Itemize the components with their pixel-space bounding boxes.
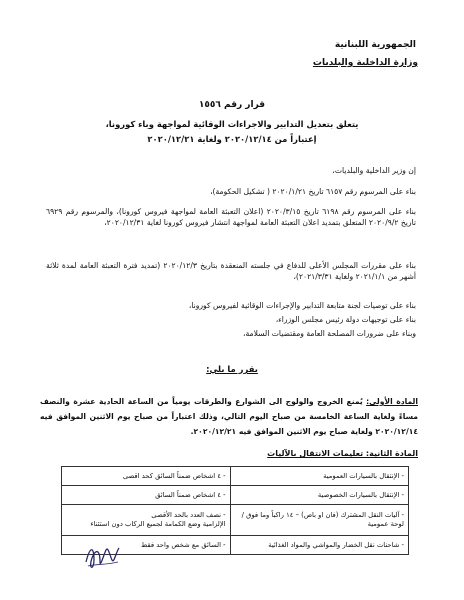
preamble-clause: بناء على توصيات لجنة متابعة التدابير والإجراءات الوقائية لفيروس كورونا، <box>188 301 416 310</box>
ministry-name: وزارة الداخلية والبلديات <box>312 58 418 68</box>
preamble-clause: بناء على المرسوم رقم ٦١٩٨ تاريخ ٢٠٢٠/٣/١٥ (اعلان التعبئة العامة لمواجهة فيروس كورونا)، والمرسوم رقم ٦٩٢٩ تاريخ ٢٠٢٠/٩/٢ المتعلق بتمديد اعلان التعبئة العامة لمواجهة انتشار فيروس كورونا لغاية ٢٠٢٠/١٢/٣١، <box>46 207 417 227</box>
signature-mark <box>82 540 122 574</box>
article-2-heading: المادة الثانية: تعليمات الانتقال بالآليات <box>267 449 418 458</box>
country-name: الجمهورية اللبنانية <box>334 40 416 50</box>
rule-cell: - ٤ اشخاص ضمناً السائق <box>62 486 231 505</box>
vehicle-type-cell: - آليات النقل المشترك (فان او باص) – ١٤ راكباً وما فوق / لوحة عمومية <box>230 505 408 536</box>
decides-heading: يقرر ما يلي: <box>206 364 258 374</box>
rule-cell: - السائق مع شخص واحد فقط <box>62 536 231 555</box>
table-row <box>62 486 409 505</box>
decision-subject-line2: إعتباراً من ٢٠٢٠/١٢/١٤ ولغاية ٢٠٢٠/١٢/٢١ <box>147 134 317 144</box>
preamble-clause: بناء على مقررات المجلس الأعلى للدفاع في جلسته المنعقدة بتاريخ ٢٠٢٠/١٢/٣ (تمديد فترة التعبئة العامة لمدة ثلاثة أشهر من ٢٠٢١/١/١ ولغاية ٢٠٢١/٣/٣١)، <box>46 261 416 281</box>
decision-number: قرار رقم ١٥٥٦ <box>198 100 266 110</box>
preamble-clause: بناء على توجيهات دولة رئيس مجلس الوزراء، <box>275 315 416 324</box>
article-1 <box>40 394 418 439</box>
table-row <box>62 467 409 486</box>
article-1-text: يُمنع الخروج والولوج الى الشوارع والطرقات يومياً من الساعة الحادية عشرة والنصف مساءً ولغاية الساعة الخامسة من صباح اليوم التالي، وذلك اعتباراً من صباح يوم الاثنين الموافق فيه ٢٠٢٠/١٢/١٤ ولغاية صباح يوم الاثنين الموافق فيه ٢٠٢٠/١٢/٢١. <box>40 397 418 436</box>
article-1-label: المادة الأولى: <box>366 397 418 406</box>
rule-cell: - نصف العدد بالحد الأقصى الإلزامية وضع الكمامة لجميع الركاب دون استثناء <box>62 505 231 536</box>
vehicle-type-cell: - شاحنات نقل الخضار والمواشي والمواد الغذائية <box>230 536 408 555</box>
decision-subject-line1: يتعلق بتعديل التدابير والاجراءات الوقائية لمواجهة وباء كورونا، <box>105 119 359 129</box>
table-row <box>62 505 409 536</box>
vehicle-type-cell: - الإنتقال بالسيارات العمومية <box>230 467 408 486</box>
rule-cell: - ٤ اشخاص ضمناً السائق كحد اقصى <box>62 467 231 486</box>
preamble-clause: بناء على المرسوم رقم ٦١٥٧ تاريخ ٢٠٢٠/١/٢١ ( تشكيل الحكومة)، <box>210 187 416 196</box>
vehicle-type-cell: - الإنتقال بالسيارات الخصوصية <box>230 486 408 505</box>
preamble-clause: وبناء على ضرورات المصلحة العامة ومقتضيات السلامة، <box>243 329 416 338</box>
preamble-intro: إن وزير الداخلية والبلديات، <box>332 166 416 175</box>
